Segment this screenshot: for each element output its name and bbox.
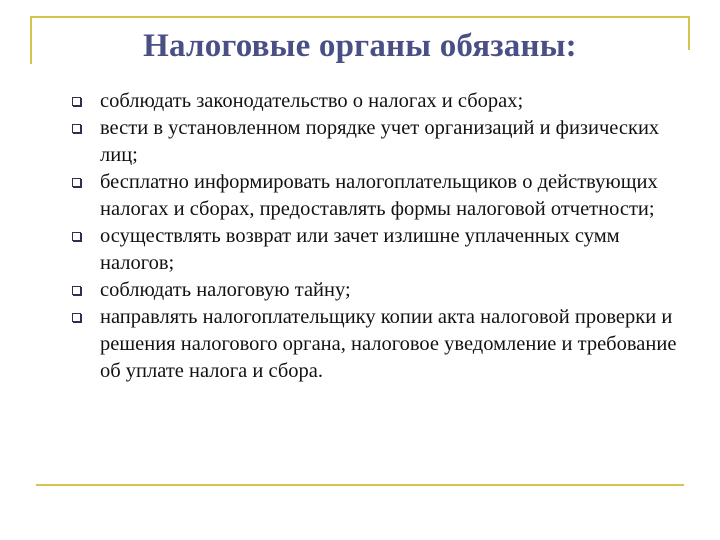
bullet-text-2: вести в установленном порядке учет организаций и физических лиц; bbox=[100, 117, 660, 166]
checkbox-square-icon bbox=[72, 178, 81, 187]
bullet-text-3: бесплатно информировать налогоплательщиков о действующих налогах и сборах, предоставлять формы налоговой отчетности; bbox=[100, 171, 658, 220]
checkbox-square-icon bbox=[72, 232, 81, 241]
slide-title: Налоговые органы обязаны: bbox=[143, 28, 577, 64]
bullet-item-3 bbox=[72, 169, 682, 223]
bullet-item-6 bbox=[72, 304, 682, 385]
checkbox-square-icon bbox=[72, 286, 81, 295]
checkbox-square-icon bbox=[72, 124, 81, 133]
bullet-item-4 bbox=[72, 223, 682, 277]
bullet-text-6: направлять налогоплательщику копии акта налоговой проверки и решения налогового органа, налоговое уведомление и требование об уплате налога и сбора. bbox=[100, 306, 677, 382]
checkbox-square-icon bbox=[72, 97, 81, 106]
bullet-list bbox=[72, 88, 682, 385]
bullet-text-4: осуществлять возврат или зачет излишне уплаченных сумм налогов; bbox=[100, 225, 620, 274]
bullet-text-1: соблюдать законодательство о налогах и сборах; bbox=[100, 90, 524, 112]
bullet-text-5: соблюдать налоговую тайну; bbox=[100, 279, 351, 301]
bullet-item-1 bbox=[72, 88, 682, 115]
bullet-item-5 bbox=[72, 277, 682, 304]
frame-top-line bbox=[30, 16, 690, 18]
bullet-item-2 bbox=[72, 115, 682, 169]
frame-bottom-line bbox=[36, 484, 684, 486]
checkbox-square-icon bbox=[72, 313, 81, 322]
